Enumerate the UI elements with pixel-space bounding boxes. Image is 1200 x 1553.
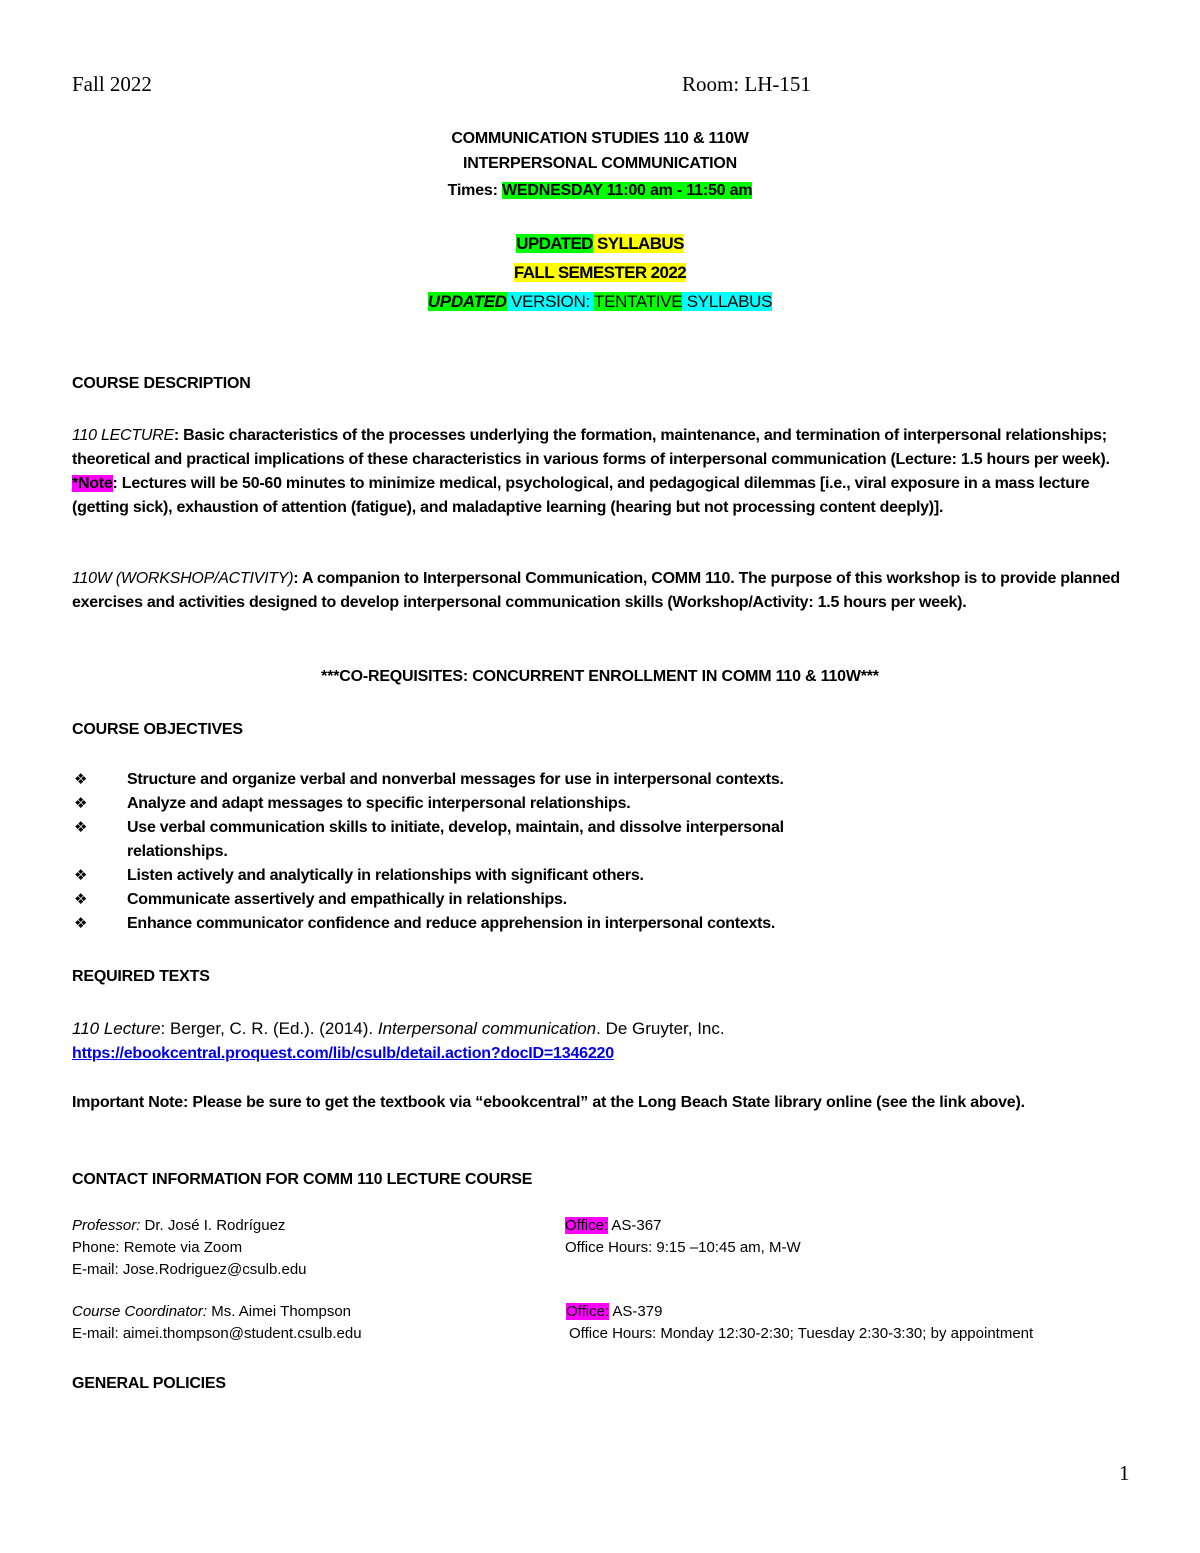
diamond-bullet-icon: ❖ (74, 891, 88, 908)
course-times (0, 182, 1200, 200)
objective-item: ❖ Structure and organize verbal and nonverbal messages for use in interpersonal contexts. (72, 768, 887, 792)
coordinator-office-value: AS-379 (609, 1303, 663, 1320)
citation-part-2: . De Gruyter, Inc. (596, 1019, 725, 1038)
required-text-label: 110 Lecture (72, 1019, 161, 1038)
professor-email: E-mail: Jose.Rodriguez@csulb.edu (72, 1261, 307, 1278)
coordinator-office-label: Office: (566, 1303, 610, 1320)
required-texts-heading: REQUIRED TEXTS (72, 968, 210, 985)
fall-semester: FALL SEMESTER 2022 (513, 263, 687, 282)
lecture-text-1: : Basic characteristics of the processes underlying the formation, maintenance, and termination of interpersonal relationships; theoretical and practical implications of these characteristics in various forms of interpersonal communication (Lecture: 1.5 hours per week). (72, 427, 1110, 468)
general-policies-heading: GENERAL POLICIES (72, 1375, 226, 1392)
professor-name: Dr. José I. Rodríguez (140, 1217, 286, 1234)
objective-item: ❖ Enhance communicator confidence and reduce apprehension in interpersonal contexts. (72, 912, 887, 936)
version-colon: : (585, 292, 594, 311)
professor-office-line (565, 1215, 661, 1237)
contact-heading: CONTACT INFORMATION FOR COMM 110 LECTURE COURSE (72, 1171, 533, 1188)
coordinator-name-line (72, 1301, 351, 1323)
tentative-word: TENTATIVE (594, 292, 683, 311)
times-value: WEDNESDAY 11:00 am - 11:50 am (501, 182, 753, 199)
course-subtitle: INTERPERSONAL COMMUNICATION (462, 155, 737, 172)
syllabus-word-2: SYLLABUS (682, 292, 773, 311)
professor-phone: Phone: Remote via Zoom (72, 1239, 243, 1256)
professor-office-value: AS-367 (608, 1217, 662, 1234)
room-header: Room: LH-151 (682, 72, 811, 96)
coordinator-office-line (566, 1301, 662, 1323)
updated-syllabus-line (0, 234, 1200, 254)
term-header: Fall 2022 (72, 72, 152, 96)
course-title: COMMUNICATION STUDIES 110 & 110W (451, 130, 749, 147)
professor-name-line (72, 1215, 285, 1237)
course-objectives-heading: COURSE OBJECTIVES (72, 721, 243, 738)
syllabus-word: SYLLABUS (592, 234, 684, 253)
page-number: 1 (1119, 1461, 1130, 1485)
coordinator-email: E-mail: aimei.thompson@student.csulb.edu (72, 1325, 362, 1342)
lecture-text-2: : Lectures will be 50-60 minutes to minimize medical, psychological, and pedagogical dilemmas [i.e., viral exposure in a mass lecture (getting sick), exhaustion of attention (fatigue), and maladaptive learning (hearing but not processing content deeply)]. (72, 475, 1090, 516)
textbook-link-wrapper (72, 1045, 614, 1063)
version-updated-word: UPDATED (427, 292, 507, 311)
important-note: Important Note: Please be sure to get the textbook via “ebookcentral” at the Long Beach State library online (see the link above). (72, 1094, 1025, 1111)
citation-part-1: : Berger, C. R. (Ed.). (2014). (160, 1019, 378, 1038)
workshop-description (72, 567, 1128, 615)
objective-item: ❖ Use verbal communication skills to initiate, develop, maintain, and dissolve interpersonal relationships. (72, 816, 887, 864)
workshop-text: : A companion to Interpersonal Communication, COMM 110. The purpose of this workshop is to provide planned exercises and activities designed to develop interpersonal communication skills (Workshop/Activity: 1.5 hours per week). (72, 570, 1120, 611)
coordinator-label: Course Coordinator: (72, 1303, 208, 1320)
coordinator-office-hours: Office Hours: Monday 12:30-2:30; Tuesday 2:30-3:30; by appointment (569, 1325, 1034, 1342)
book-title: Interpersonal communication (377, 1019, 597, 1038)
course-description-heading: COURSE DESCRIPTION (72, 375, 251, 392)
lecture-description (72, 424, 1128, 520)
lecture-label: 110 LECTURE (72, 427, 174, 444)
diamond-bullet-icon: ❖ (74, 819, 88, 836)
corequisites-notice: ***CO-REQUISITES: CONCURRENT ENROLLMENT IN COMM 110 & 110W*** (321, 668, 879, 685)
objective-item: ❖ Listen actively and analytically in relationships with significant others. (72, 864, 887, 888)
times-label: Times: (447, 182, 502, 199)
professor-office-label: Office: (565, 1217, 609, 1234)
workshop-label: 110W (WORKSHOP/ACTIVITY) (72, 570, 294, 587)
diamond-bullet-icon: ❖ (74, 771, 88, 788)
textbook-link[interactable]: https://ebookcentral.proquest.com/lib/csulb/detail.action?docID=1346220 (72, 1045, 614, 1062)
diamond-bullet-icon: ❖ (74, 795, 88, 812)
objective-item: ❖ Analyze and adapt messages to specific interpersonal relationships. (72, 792, 887, 816)
version-word: VERSION (506, 292, 586, 311)
professor-office-hours: Office Hours: 9:15 –10:45 am, M-W (565, 1239, 801, 1256)
professor-label: Professor: (72, 1217, 141, 1234)
coordinator-name: Ms. Aimei Thompson (207, 1303, 352, 1320)
fall-semester-line (0, 263, 1200, 283)
diamond-bullet-icon: ❖ (74, 915, 88, 932)
updated-version-line (0, 292, 1200, 312)
required-text-citation (72, 1019, 725, 1039)
objective-item: ❖ Communicate assertively and empathically in relationships. (72, 888, 887, 912)
updated-word: UPDATED (516, 234, 593, 253)
note-label: *Note (72, 475, 113, 492)
objectives-list (72, 768, 887, 936)
diamond-bullet-icon: ❖ (74, 867, 88, 884)
